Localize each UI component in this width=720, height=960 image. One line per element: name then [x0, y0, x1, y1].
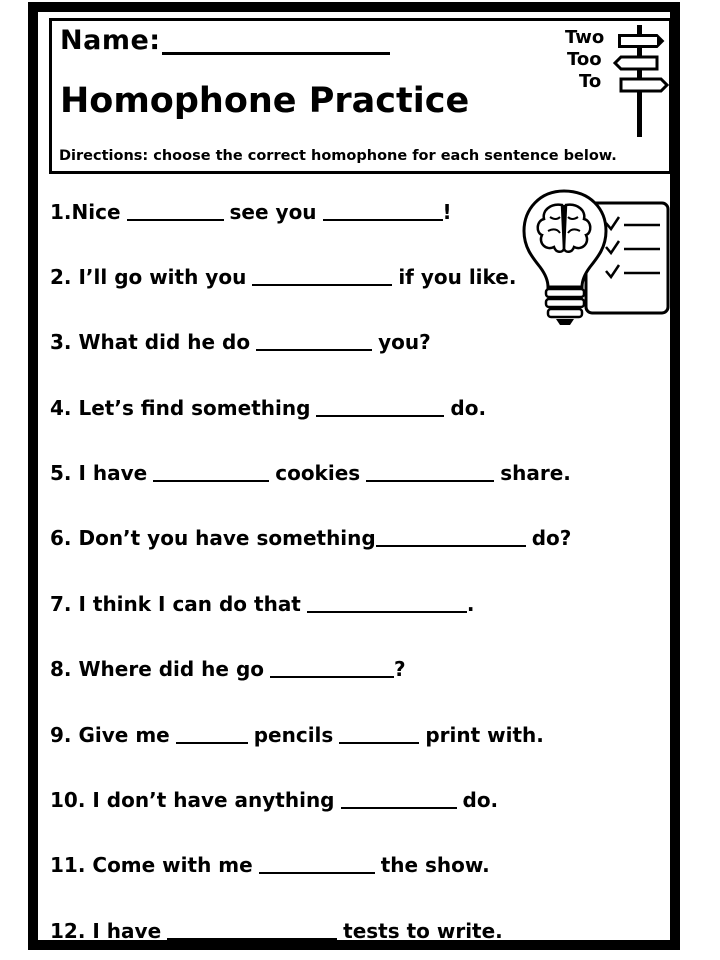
sentence-text: print with. — [425, 723, 544, 747]
sentence-text: 8. Where did he go — [50, 657, 265, 681]
signpost-logo — [557, 23, 671, 139]
answer-blank[interactable] — [341, 787, 457, 809]
sentence-12 — [50, 916, 503, 943]
sentence-text: 5. I have — [50, 461, 148, 485]
header-box — [49, 18, 672, 174]
sentence-1 — [50, 197, 452, 224]
sentence-text: tests to write. — [343, 919, 503, 943]
answer-blank[interactable] — [307, 591, 467, 613]
sentence-text: 6. Don’t you have something — [50, 526, 376, 550]
sentence-text: if you like. — [398, 265, 517, 289]
sentence-8 — [50, 654, 406, 681]
answer-blank[interactable] — [176, 722, 248, 744]
answer-blank[interactable] — [167, 918, 337, 940]
name-label: Name: — [60, 25, 161, 56]
sentence-text: do. — [450, 396, 487, 420]
sentence-text: ? — [394, 657, 406, 681]
sentence-7 — [50, 589, 474, 616]
sign-word-two: Two — [565, 27, 605, 48]
page-title: Homophone Practice — [60, 81, 470, 121]
sentence-11 — [50, 850, 490, 877]
sentence-text: ! — [442, 200, 452, 224]
sentence-text: the show. — [380, 853, 490, 877]
answer-blank[interactable] — [323, 199, 443, 221]
answer-blank[interactable] — [316, 395, 444, 417]
answer-blank[interactable] — [366, 460, 494, 482]
sentence-text: 11. Come with me — [50, 853, 253, 877]
sentence-text: cookies — [275, 461, 361, 485]
answer-blank[interactable] — [252, 264, 392, 286]
answer-blank[interactable] — [376, 525, 526, 547]
answer-blank[interactable] — [127, 199, 224, 221]
answer-blank[interactable] — [339, 722, 419, 744]
name-blank[interactable] — [162, 52, 390, 55]
sentence-5 — [50, 458, 571, 485]
lightbulb-checklist-icon — [520, 187, 672, 329]
sentence-10 — [50, 785, 498, 812]
answer-blank[interactable] — [259, 852, 375, 874]
sign-word-to: To — [579, 71, 602, 92]
sentence-text: do. — [462, 788, 499, 812]
sentence-text: . — [466, 592, 475, 616]
sentence-text: you? — [378, 330, 431, 354]
sentence-6 — [50, 523, 571, 550]
answer-blank[interactable] — [153, 460, 269, 482]
sentence-text: 10. I don’t have anything — [50, 788, 335, 812]
sentence-9 — [50, 720, 544, 747]
sentence-text: 7. I think I can do that — [50, 592, 301, 616]
sentence-text: 4. Let’s find something — [50, 396, 311, 420]
sentence-text: share. — [500, 461, 571, 485]
answer-blank[interactable] — [256, 329, 372, 351]
answer-blank[interactable] — [270, 656, 394, 678]
sentence-text: 12. I have — [50, 919, 162, 943]
sign-word-too: Too — [567, 49, 602, 70]
sentence-text: do? — [531, 526, 572, 550]
sentence-text: 2. I’ll go with you — [50, 265, 247, 289]
sentence-text: 3. What did he do — [50, 330, 251, 354]
sentence-2 — [50, 262, 516, 289]
sentence-4 — [50, 393, 486, 420]
sentence-3 — [50, 327, 431, 354]
directions-text: Directions: choose the correct homophone for each sentence below. — [59, 148, 617, 164]
sentence-text: 1.Nice — [50, 200, 121, 224]
sentence-text: 9. Give me — [50, 723, 170, 747]
sentence-text: see you — [229, 200, 317, 224]
sentence-text: pencils — [253, 723, 334, 747]
